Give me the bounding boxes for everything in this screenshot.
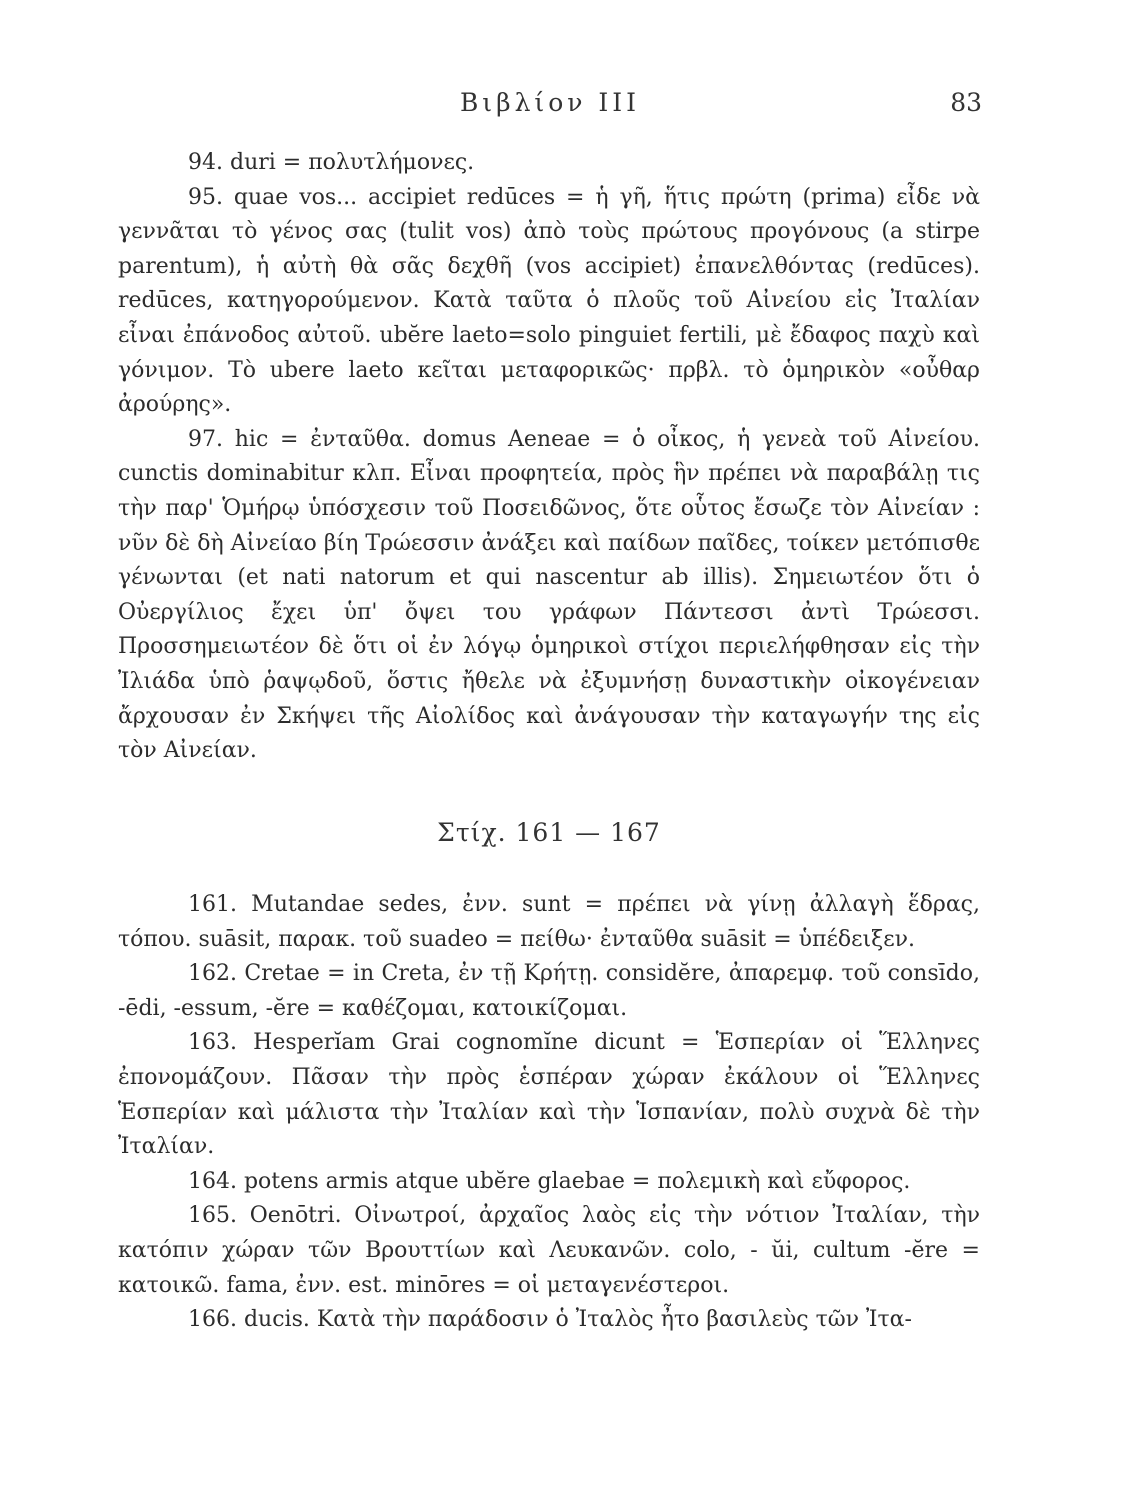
note-163: 163. Hesperĭam Grai cognomĭne dicunt = Ἑσπερίαν οἱ Ἕλληνες ἐπονομάζουν. Πᾶσαν τὴν πρὸς ἑσπέραν χώραν ἐκάλουν οἱ Ἕλληνες Ἑσπερίαν καὶ μάλιστα τὴν Ἰταλίαν καὶ τὴν Ἱσπανίαν, πολὺ συχνὰ δὲ τὴν Ἰταλίαν. — [118, 1030, 980, 1160]
running-title: Βιβλίον III — [459, 88, 641, 117]
commentary-block-1 — [118, 146, 980, 769]
note-95: 95. quae vos... accipiet redūces = ἡ γῆ, ἥτις πρώτη (prima) εἶδε νὰ γεννᾶται τὸ γένος σας (tulit vos) ἀπὸ τοὺς πρώτους προγόνους (a stirpe parentum), ἡ αὐτὴ θὰ σᾶς δεχθῆ (vos accipiet) ἐπανελθόντας (redūces). redūces, κατηγορούμενον. Κατὰ ταῦτα ὁ πλοῦς τοῦ Αἰνείου εἰς Ἰταλίαν εἶναι ἐπάνοδος αὐτοῦ. ubĕre laeto=solo pinguiet fertili, μὲ ἔδαφος παχὺ καὶ γόνιμον. Τὸ ubere laeto κεῖται μεταφορικῶς· πρβλ. τὸ ὁμηρικὸν «οὖθαρ ἀρούρης». — [118, 184, 980, 418]
commentary-block-2 — [118, 888, 980, 1338]
note-165: 165. Oenōtri. Οἰνωτροί, ἀρχαῖος λαὸς εἰς τὴν νότιον Ἰταλίαν, τὴν κατόπιν χώραν τῶν Βρουττίων καὶ Λευκανῶν. colo, - ŭi, cultum -ĕre = κατοικῶ. fama, ἐνν. est. minōres = οἱ μεταγενέστεροι. — [118, 1203, 980, 1298]
page-number: 83 — [950, 88, 982, 117]
note-164: 164. potens armis atque ubĕre glaebae = πολεμικὴ καὶ εὔφορος. — [188, 1168, 911, 1194]
note-161: 161. Mutandae sedes, ἐνν. sunt = πρέπει νὰ γίνῃ ἀλλαγὴ ἕδρας, τόπου. suāsit, παρακ. τοῦ suadeo = πείθω· ἐνταῦθα suāsit = ὑπέδειξεν. — [118, 892, 980, 952]
running-header — [118, 88, 982, 128]
note-166: 166. ducis. Κατὰ τὴν παράδοσιν ὁ Ἰταλὸς ἦτο βασιλεὺς τῶν Ἰτα- — [188, 1307, 912, 1333]
note-162: 162. Cretae = in Creta, ἐν τῇ Κρήτῃ. considĕre, ἀπαρεμφ. τοῦ consīdo, -ēdi, -essum, -ĕre = καθέζομαι, κατοικίζομαι. — [118, 961, 980, 1021]
note-97: 97. hic = ἐνταῦθα. domus Aeneae = ὁ οἶκος, ἡ γενεὰ τοῦ Αἰνείου. cunctis dominabitur κλπ. Εἶναι προφητεία, πρὸς ἣν πρέπει νὰ παραβάλῃ τις τὴν παρ' Ὁμήρῳ ὑπόσχεσιν τοῦ Ποσειδῶνος, ὅτε οὗτος ἔσωζε τὸν Αἰνείαν : νῦν δὲ δὴ Αἰνείαο βίη Τρώεσσιν ἀνάξει καὶ παίδων παῖδες, τοίκεν μετόπισθε γένωνται (et nati natorum et qui nascentur ab illis). Σημειωτέον ὅτι ὁ Οὐεργίλιος ἔχει ὑπ' ὄψει του γράφων Πάντεσσι ἀντὶ Τρώεσσι. Προσσημειωτέον δὲ ὅτι οἱ ἐν λόγῳ ὁμηρικοὶ στίχοι περιελήφθησαν εἰς τὴν Ἰλιάδα ὑπὸ ῥαψῳδοῦ, ὅστις ἤθελε νὰ ἐξυμνήσῃ δυναστικὴν οἰκογένειαν ἄρχουσαν ἐν Σκήψει τῆς Αἰολίδος καὶ ἀνάγουσαν τὴν καταγωγήν της εἰς τὸν Αἰνείαν. — [118, 426, 980, 764]
section-heading: Στίχ. 161 — 167 — [437, 818, 661, 847]
note-94: 94. duri = πολυτλήμονες. — [188, 150, 475, 175]
